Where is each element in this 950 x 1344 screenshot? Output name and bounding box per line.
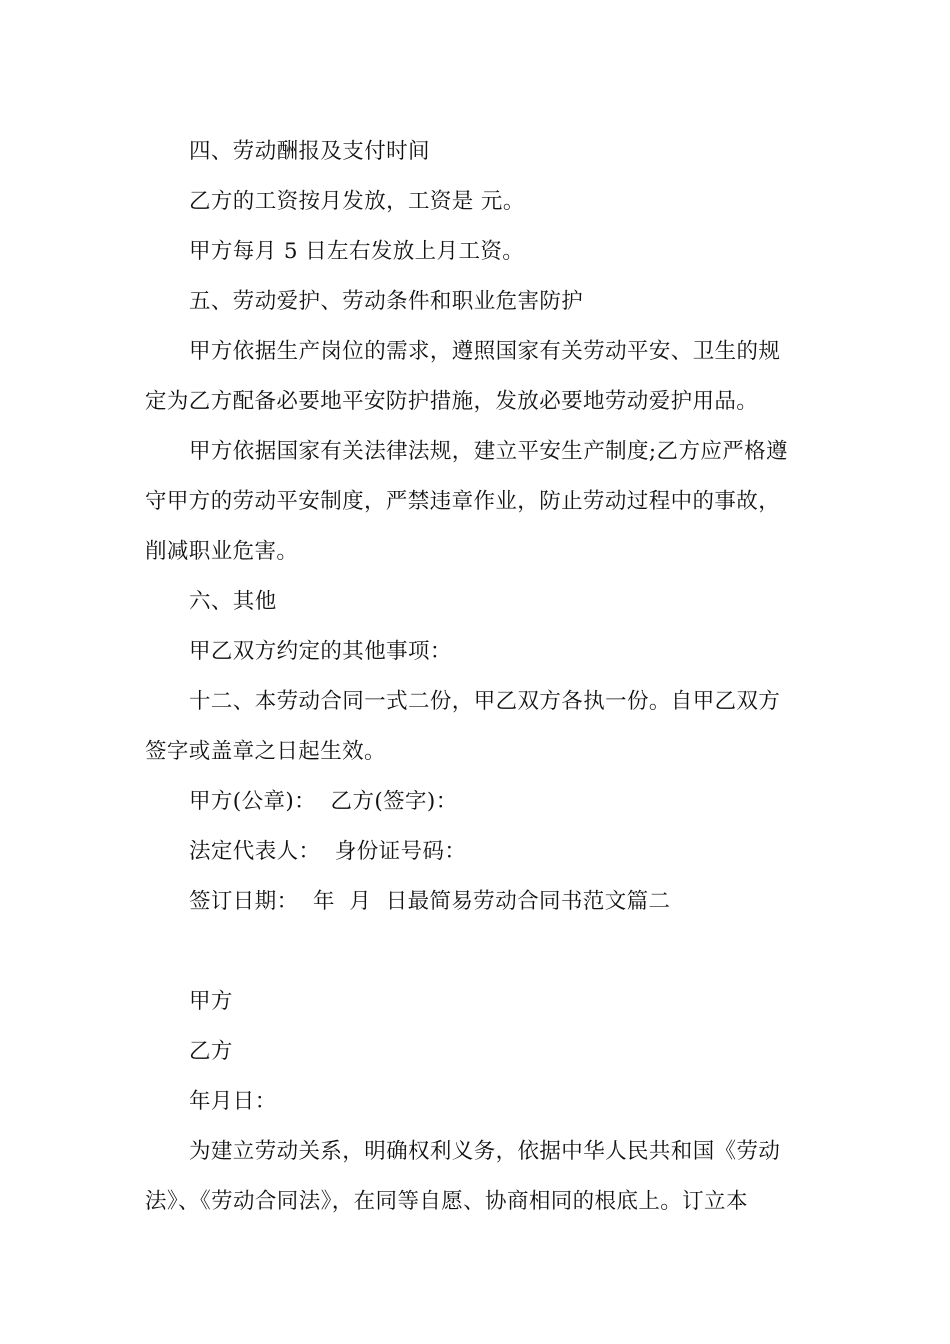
paragraph-line: 甲乙双方约定的其他事项：	[189, 639, 452, 664]
paragraph-line: 法》、《劳动合同法》，在同等自愿、协商相同的根底上。订立本	[145, 1189, 748, 1214]
signature-line-representative: 法定代表人： 身份证号码：	[189, 839, 467, 864]
signature-line-parties: 甲方(公章)： 乙方(签字)：	[189, 789, 458, 814]
paragraph-line: 乙方的工资按月发放，工资是 元。	[189, 189, 525, 214]
paragraph-line: 削减职业危害。	[145, 539, 299, 564]
paragraph-line: 十二、本劳动合同一式二份，甲乙双方各执一份。自甲乙双方	[189, 689, 781, 714]
signing-date-line: 签订日期： 年 月 日最简易劳动合同书范文篇二	[189, 889, 671, 914]
party-a-label: 甲方	[189, 989, 233, 1014]
paragraph-line: 定为乙方配备必要地平安防护措施，发放必要地劳动爱护用品。	[145, 389, 759, 414]
paragraph-line: 为建立劳动关系，明确权利义务，依据中华人民共和国《劳动	[189, 1139, 781, 1164]
section-heading-6: 六、其他	[189, 589, 277, 614]
paragraph-line: 甲方每月 5 日左右发放上月工资。	[189, 239, 525, 264]
section-heading-5: 五、劳动爱护、劳动条件和职业危害防护	[189, 289, 584, 314]
paragraph-line: 守甲方的劳动平安制度，严禁违章作业，防止劳动过程中的事故，	[145, 489, 781, 514]
party-b-label: 乙方	[189, 1039, 233, 1064]
paragraph-line: 甲方依据国家有关法律法规，建立平安生产制度;乙方应严格遵	[189, 439, 788, 464]
section-heading-4: 四、劳动酬报及支付时间	[189, 139, 430, 164]
paragraph-line: 签字或盖章之日起生效。	[145, 739, 386, 764]
date-label: 年月日：	[189, 1089, 277, 1114]
paragraph-line: 甲方依据生产岗位的需求，遵照国家有关劳动平安、卫生的规	[189, 339, 781, 364]
